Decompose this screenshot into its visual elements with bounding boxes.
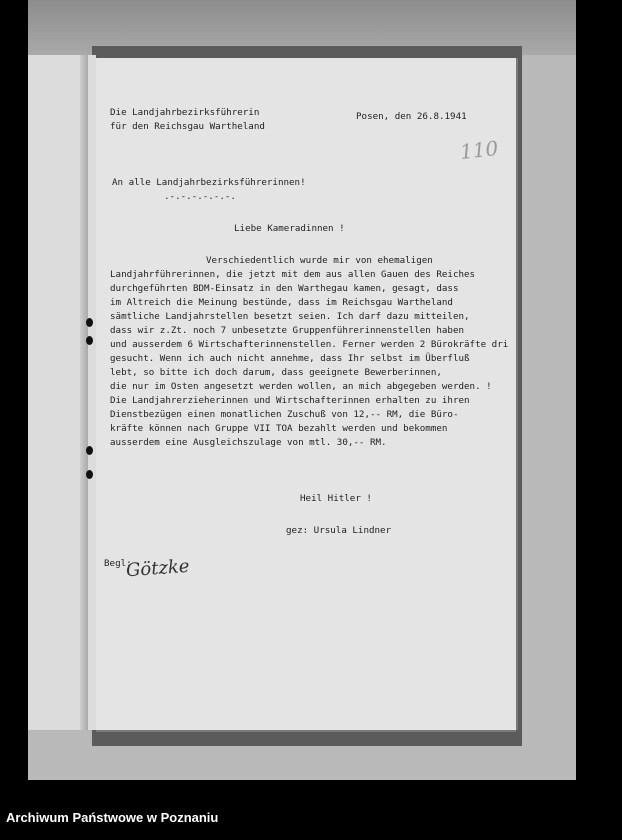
recipient-underline: .-.-.-.-.-.-. — [164, 191, 236, 202]
body-line: durchgeführten BDM-Einsatz in den Warthegau kamen, gesagt, dass — [110, 283, 459, 294]
letter-page — [96, 58, 516, 730]
closing: Heil Hitler ! — [300, 493, 372, 504]
body-line: Dienstbezügen einen monatlichen Zuschuß von 12,-- RM, die Büro- — [110, 409, 459, 420]
sender-line-2: für den Reichsgau Wartheland — [110, 121, 265, 132]
archive-number: 110 — [458, 136, 500, 164]
body-line: kräfte können nach Gruppe VII TOA bezahlt werden und bekommen — [110, 423, 448, 434]
archive-name: Archiwum Państwowe w Poznaniu — [6, 810, 219, 825]
body-line: gesucht. Wenn ich auch nicht annehme, dass Ihr selbst im Überfluß — [110, 353, 470, 364]
body-line: dass wir z.Zt. noch 7 unbesetzte Gruppenführerinnenstellen haben — [110, 325, 465, 336]
sender-line-1: Die Landjahrbezirksführerin — [110, 107, 260, 118]
recipient: An alle Landjahrbezirksführerinnen! — [112, 177, 306, 188]
handwritten-signature: Götzke — [125, 555, 191, 582]
body-line: lebt, so bitte ich doch darum, dass geeignete Bewerberinnen, — [110, 367, 442, 378]
body-line: ausserdem eine Ausgleichszulage von mtl. 30,-- RM. — [110, 437, 387, 448]
body-line: Die Landjahrerzieherinnen und Wirtschafterinnen erhalten zu ihren — [110, 395, 470, 406]
punch-hole — [86, 336, 93, 345]
body-line: Verschiedentlich wurde mir von ehemaligen — [206, 255, 433, 266]
body-line: im Altreich die Meinung bestünde, dass im Reichsgau Wartheland — [110, 297, 453, 308]
body-line: und ausserdem 6 Wirtschafterinnenstellen. Ferner werden 2 Bürokräfte dri — [110, 339, 509, 350]
punch-hole — [86, 470, 93, 479]
typed-signature: gez: Ursula Lindner — [286, 525, 392, 536]
left-folder-flap — [28, 55, 98, 730]
body-line: sämtliche Landjahrstellen besetzt seien. Ich darf dazu mitteilen, — [110, 311, 470, 322]
punch-hole — [86, 318, 93, 327]
certified-label: Begl: — [104, 558, 132, 569]
salutation: Liebe Kameradinnen ! — [234, 223, 345, 234]
body-line: die nur im Osten angesetzt werden wollen, an mich abgegeben werden. ! — [110, 381, 492, 392]
punch-hole — [86, 446, 93, 455]
place-date: Posen, den 26.8.1941 — [356, 111, 467, 122]
body-line: Landjahrführerinnen, die jetzt mit dem aus allen Gauen des Reiches — [110, 269, 476, 280]
archive-footer — [0, 790, 622, 840]
